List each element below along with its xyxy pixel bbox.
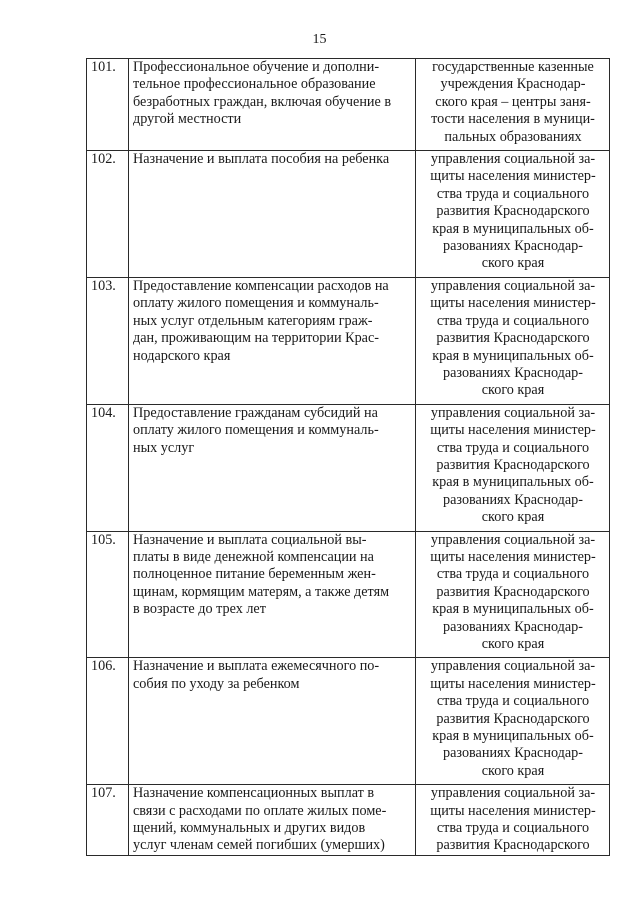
page-number: 15 xyxy=(312,32,327,47)
service-name: Профессиональное обучение и дополни- тельное профессиональное образование безработных граждан, включая обучение в другой местности xyxy=(129,59,416,151)
service-name: Назначение и выплата пособия на ребенка xyxy=(129,151,416,278)
row-number: 101. xyxy=(87,59,129,151)
table-row xyxy=(87,59,610,151)
service-name: Предоставление гражданам субсидий на оплату жилого помещения и коммуналь- ных услуг xyxy=(129,404,416,531)
responsible-organization: государственные казенные учреждения Краснодар- ского края – центры заня- тости населения в муници- пальных образованиях xyxy=(416,59,610,151)
table-row xyxy=(87,277,610,404)
responsible-organization: управления социальной за- щиты населения министер- ства труда и социального развития Краснодарского края в муниципальных об- разованиях Краснодар- ского края xyxy=(416,404,610,531)
responsible-organization: управления социальной за- щиты населения министер- ства труда и социального развития Краснодарского края в муниципальных об- разованиях Краснодар- ского края xyxy=(416,277,610,404)
row-number: 106. xyxy=(87,658,129,785)
responsible-organization: управления социальной за- щиты населения министер- ства труда и социального развития Краснодарского xyxy=(416,785,610,856)
table-row xyxy=(87,151,610,278)
row-number: 104. xyxy=(87,404,129,531)
services-table xyxy=(86,58,610,856)
table-row xyxy=(87,404,610,531)
service-name: Предоставление компенсации расходов на оплату жилого помещения и коммуналь- ных услуг отдельным категориям граж- дан, проживающим на территории Крас- нодарского края xyxy=(129,277,416,404)
row-number: 103. xyxy=(87,277,129,404)
row-number: 102. xyxy=(87,151,129,278)
row-number: 105. xyxy=(87,531,129,658)
responsible-organization: управления социальной за- щиты населения министер- ства труда и социального развития Краснодарского края в муниципальных об- разованиях Краснодар- ского края xyxy=(416,151,610,278)
table-row xyxy=(87,531,610,658)
responsible-organization: управления социальной за- щиты населения министер- ства труда и социального развития Краснодарского края в муниципальных об- разованиях Краснодар- ского края xyxy=(416,531,610,658)
table-row xyxy=(87,658,610,785)
service-name: Назначение и выплата ежемесячного по- собия по уходу за ребенком xyxy=(129,658,416,785)
responsible-organization: управления социальной за- щиты населения министер- ства труда и социального развития Краснодарского края в муниципальных об- разованиях Краснодар- ского края xyxy=(416,658,610,785)
table-row xyxy=(87,785,610,856)
row-number: 107. xyxy=(87,785,129,856)
service-name: Назначение компенсационных выплат в связи с расходами по оплате жилых поме- щений, коммунальных и других видов услуг членам семей погибших (умерших) xyxy=(129,785,416,856)
service-name: Назначение и выплата социальной вы- платы в виде денежной компенсации на полноценное питание беременным жен- щинам, кормящим матерям, а также детям в возрасте до трех лет xyxy=(129,531,416,658)
